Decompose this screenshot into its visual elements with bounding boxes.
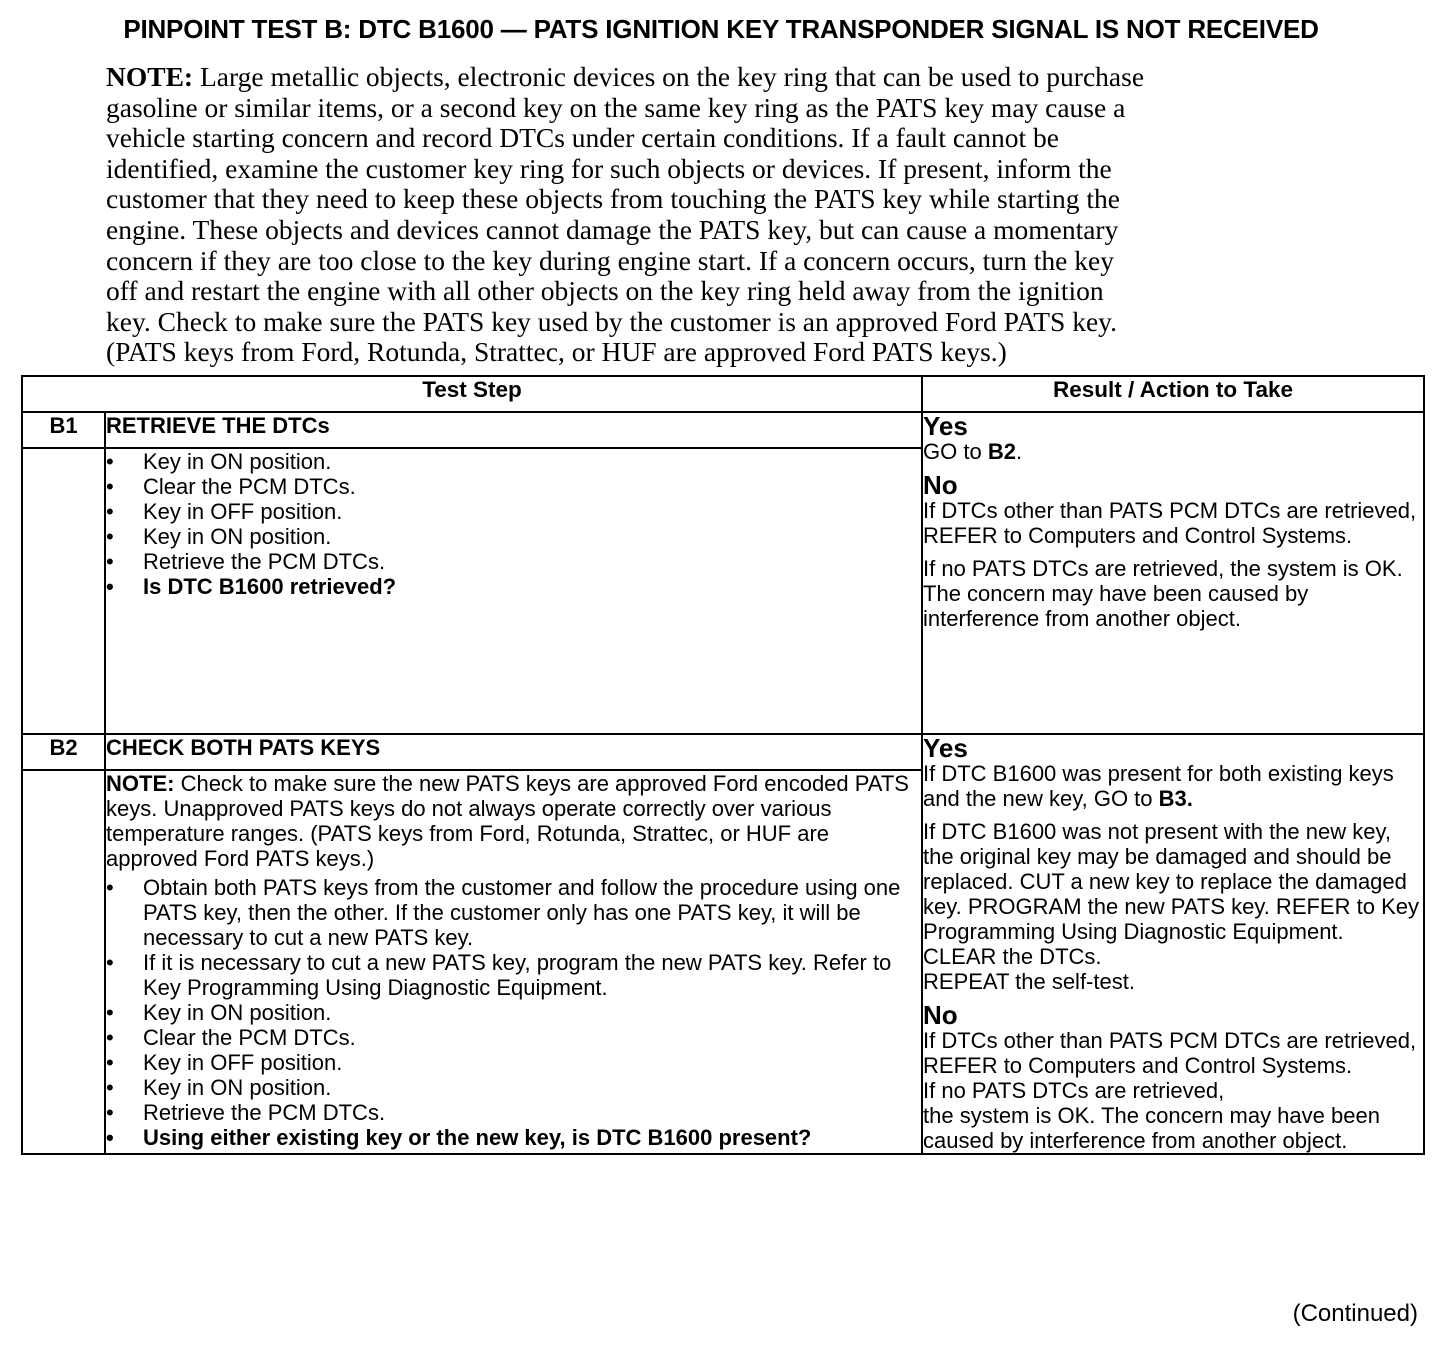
step-note: NOTE: Check to make sure the new PATS keys are approved Ford encoded PATS keys. Unapproved PATS keys do not always operate correctly over various temperature ranges. (PATS keys from Ford, Rotunda, Strattec, or HUF are approved Ford PATS keys.) xyxy=(106,771,909,871)
yes-action: GO to B2. xyxy=(923,439,1023,464)
note-label: NOTE: xyxy=(106,771,175,796)
no-label: No xyxy=(923,470,958,500)
note-line: (PATS keys from Ford, Rotunda, Strattec, or HUF are approved Ford PATS keys.) xyxy=(106,336,1007,368)
yes-label: Yes xyxy=(923,411,968,441)
yes-action: If DTC B1600 was not present with the new key, the original key may be damaged and should be replaced. CUT a new key to replace the damaged key. PROGRAM the new PATS key. REFER to Key Programming Using Diagnostic Equipment. CLEAR the DTCs. xyxy=(923,819,1419,969)
list-item: • Key in ON position. xyxy=(106,1075,921,1100)
goto-b3-link: B3. xyxy=(1158,786,1193,811)
note-label: NOTE: xyxy=(106,61,194,92)
step-id-b2: B2 xyxy=(22,734,105,770)
no-action: If DTCs other than PATS PCM DTCs are retrieved, REFER to Computers and Control Systems. xyxy=(923,498,1417,548)
goto-b2-link: B2 xyxy=(987,439,1016,464)
note-line: customer that they need to keep these objects from touching the PATS key while starting the xyxy=(106,183,1120,215)
step-list xyxy=(106,875,921,1150)
no-action: If no PATS DTCs are retrieved, the system is OK. The concern may have been caused by interference from another object. xyxy=(923,556,1403,631)
list-item: • If it is necessary to cut a new PATS key, program the new PATS key. Refer to Key Programming Using Diagnostic Equipment. xyxy=(106,950,921,1000)
list-item: • Obtain both PATS keys from the customer and follow the procedure using one PATS key, then the other. If the customer only has one PATS key, it will be necessary to cut a new PATS key. xyxy=(106,875,921,950)
note-line: vehicle starting concern and record DTCs under certain conditions. If a fault cannot be xyxy=(106,122,1059,154)
table-header-row xyxy=(22,376,1424,412)
list-item: • Key in ON position. xyxy=(106,1000,921,1025)
note-line: engine. These objects and devices cannot damage the PATS key, but can cause a momentary xyxy=(106,213,1119,245)
header-result-action: Result / Action to Take xyxy=(922,376,1424,412)
yes-action: REPEAT the self-test. xyxy=(923,969,1135,994)
step-question: • Is DTC B1600 retrieved? xyxy=(106,574,921,599)
no-label: No xyxy=(923,1000,958,1030)
continued-label: (Continued) xyxy=(1292,1300,1418,1327)
step-title-b1: RETRIEVE THE DTCs xyxy=(105,412,922,448)
list-item: • Clear the PCM DTCs. xyxy=(106,474,921,499)
result-b2 xyxy=(922,734,1424,1154)
yes-label: Yes xyxy=(923,733,968,763)
step-b2-title-row xyxy=(22,734,1424,770)
note-line: gasoline or similar items, or a second key on the same key ring as the PATS key may cause a xyxy=(106,91,1126,123)
list-item: • Retrieve the PCM DTCs. xyxy=(106,1100,921,1125)
top-note xyxy=(106,62,1346,368)
step-title-b2: CHECK BOTH PATS KEYS xyxy=(105,734,922,770)
page-title: PINPOINT TEST B: DTC B1600 — PATS IGNITION KEY TRANSPONDER SIGNAL IS NOT RECEIVED xyxy=(123,14,1319,44)
blank-cell xyxy=(22,770,105,1154)
list-item: • Key in OFF position. xyxy=(106,499,921,524)
result-b1 xyxy=(922,412,1424,734)
blank-cell xyxy=(22,448,105,734)
step-list xyxy=(106,449,921,599)
pinpoint-table xyxy=(21,375,1425,1155)
note-line: off and restart the engine with all other objects on the key ring held away from the ignition xyxy=(106,275,1104,307)
note-line: key. Check to make sure the PATS key used by the customer is an approved Ford PATS key. xyxy=(106,305,1118,337)
step-id-b1: B1 xyxy=(22,412,105,448)
no-action: If DTCs other than PATS PCM DTCs are retrieved, REFER to Computers and Control Systems. xyxy=(923,1028,1417,1078)
no-action: the system is OK. The concern may have been caused by interference from another object. xyxy=(923,1103,1380,1153)
note-line: NOTE: Large metallic objects, electronic devices on the key ring that can be used to purchase xyxy=(106,61,1145,92)
step-question: • Using either existing key or the new key, is DTC B1600 present? xyxy=(106,1125,921,1150)
list-item: • Retrieve the PCM DTCs. xyxy=(106,549,921,574)
step-body-b1 xyxy=(105,448,922,734)
step-body-b2 xyxy=(105,770,922,1154)
no-action: If no PATS DTCs are retrieved, xyxy=(923,1078,1225,1103)
note-line: concern if they are too close to the key during engine start. If a concern occurs, turn the key xyxy=(106,244,1114,276)
list-item: • Key in OFF position. xyxy=(106,1050,921,1075)
list-item: • Key in ON position. xyxy=(106,524,921,549)
yes-action: If DTC B1600 was present for both existing keys and the new key, GO to B3. xyxy=(923,761,1394,811)
list-item: • Clear the PCM DTCs. xyxy=(106,1025,921,1050)
step-b1-title-row xyxy=(22,412,1424,448)
list-item: • Key in ON position. xyxy=(106,449,921,474)
note-line: identified, examine the customer key ring for such objects or devices. If present, inform the xyxy=(106,152,1112,184)
header-test-step: Test Step xyxy=(22,376,922,412)
